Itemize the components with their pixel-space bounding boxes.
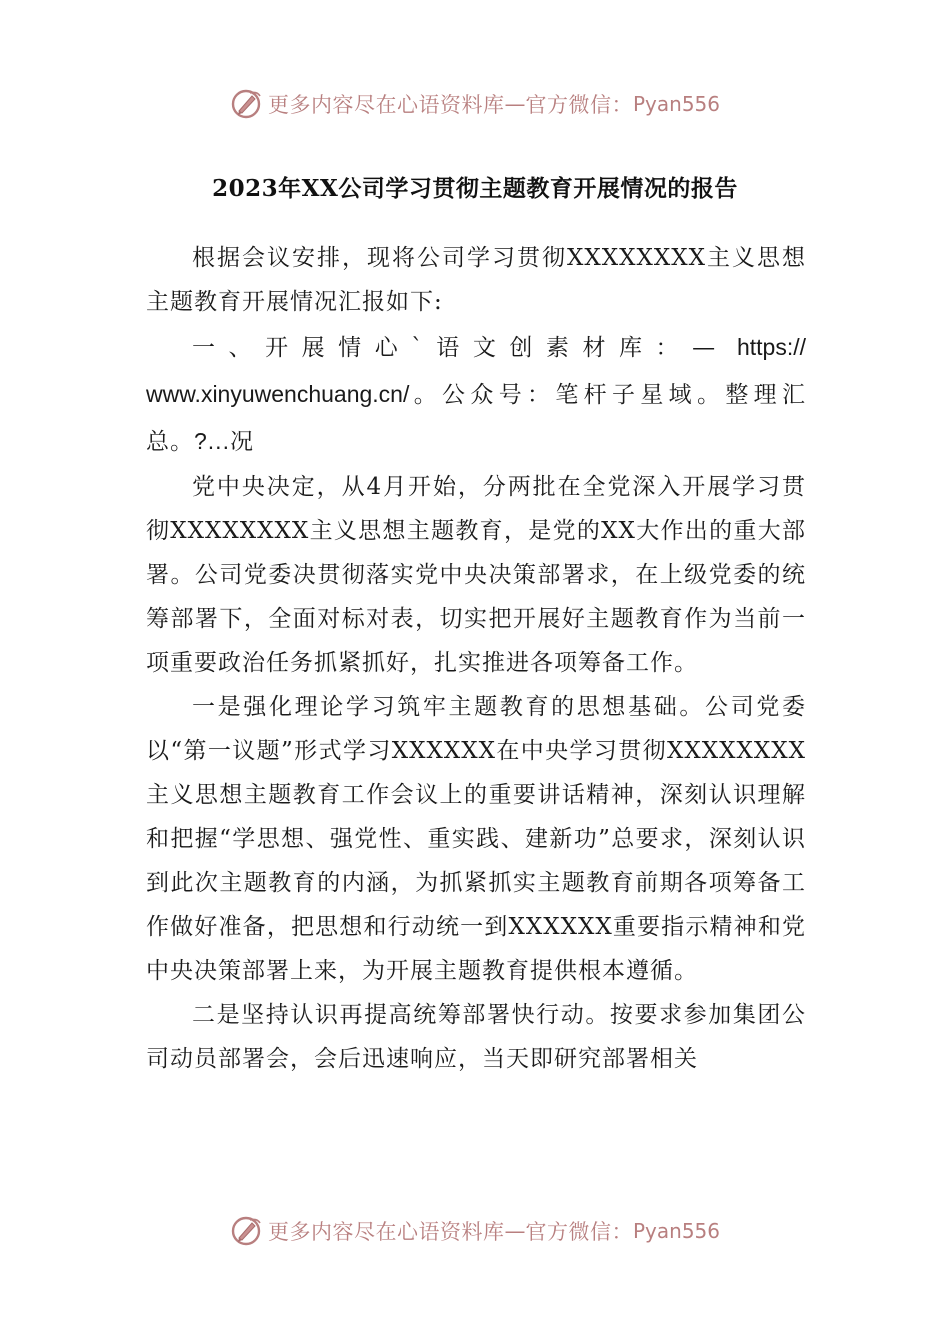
pen-circle-logo-icon — [230, 1214, 264, 1248]
body-paragraph-3: 二是坚持认识再提高统筹部署快行动。按要求参加集团公司动员部署会，会后迅速响应，当天即研究部署相关 — [146, 1002, 806, 1072]
heading-1-text: 一、开展情心`语文创素材库：— — [192, 335, 717, 361]
watermark-separator: — — [504, 92, 526, 116]
pen-circle-logo-icon — [230, 87, 264, 121]
section-heading-1 — [146, 324, 806, 465]
watermark-separator: — — [504, 1219, 526, 1243]
watermark-site-text: 更多内容尽在心语资料库 — [267, 1220, 505, 1244]
document-title: 2023年XX公司学习贯彻主题教育开展情况的报告 — [212, 175, 738, 202]
intro-paragraph: 根据会议安排，现将公司学习贯彻XXXXXXXX主义思想主题教育开展情况汇报如下: — [146, 245, 806, 315]
heading-1-line-3 — [146, 418, 806, 465]
heading-1-tail-b: ?... — [194, 428, 230, 454]
heading-1-tail-c: 况 — [229, 429, 254, 455]
header-watermark — [0, 84, 950, 124]
heading-1-line-2 — [146, 371, 806, 418]
watermark-site-text: 更多内容尽在心语资料库 — [267, 93, 505, 117]
watermark-wechat-id: Pyan556 — [632, 92, 720, 116]
body-paragraph-2: 一是强化理论学习筑牢主题教育的思想基础。公司党委以“第一议题”形式学习XXXXXX在中央学习贯彻XXXXXXXX主义思想主题教育工作会议上的重要讲话精神，深刻认识理解和把握“学思想、强党性、重实践、建新功”总要求，深刻认识到此次主题教育的内涵，为抓紧抓实主题教育前期各项筹备工作做好准备，把思想和行动统一到XXXXXX重要指示精神和党中央决策部署上来，为开展主题教育提供根本遵循。 — [146, 694, 806, 984]
watermark-wechat-id: Pyan556 — [632, 1219, 720, 1243]
heading-1-url: www.xinyuwenchuang.cn/ — [146, 381, 410, 407]
watermark-wechat-label: 官方微信： — [525, 1220, 633, 1244]
footer-watermark — [0, 1211, 950, 1251]
heading-1-url-prefix: https:// — [736, 334, 807, 360]
heading-1-tail-a: 总。 — [146, 429, 194, 455]
heading-1-text-cont: 。公众号：笔杆子星域。整理汇 — [409, 382, 806, 408]
document-body — [146, 236, 806, 1081]
body-paragraph-1: 党中央决定，从4月开始，分两批在全党深入开展学习贯彻XXXXXXXX主义思想主题教育，是党的XX大作出的重大部署。公司党委决贯彻落实党中央决策部署求，在上级党委的统筹部署下，全面对标对表，切实把开展好主题教育作为当前一项重要政治任务抓紧抓好，扎实推进各项筹备工作。 — [146, 474, 806, 676]
heading-1-line-1 — [146, 324, 806, 371]
watermark-wechat-label: 官方微信： — [525, 93, 633, 117]
